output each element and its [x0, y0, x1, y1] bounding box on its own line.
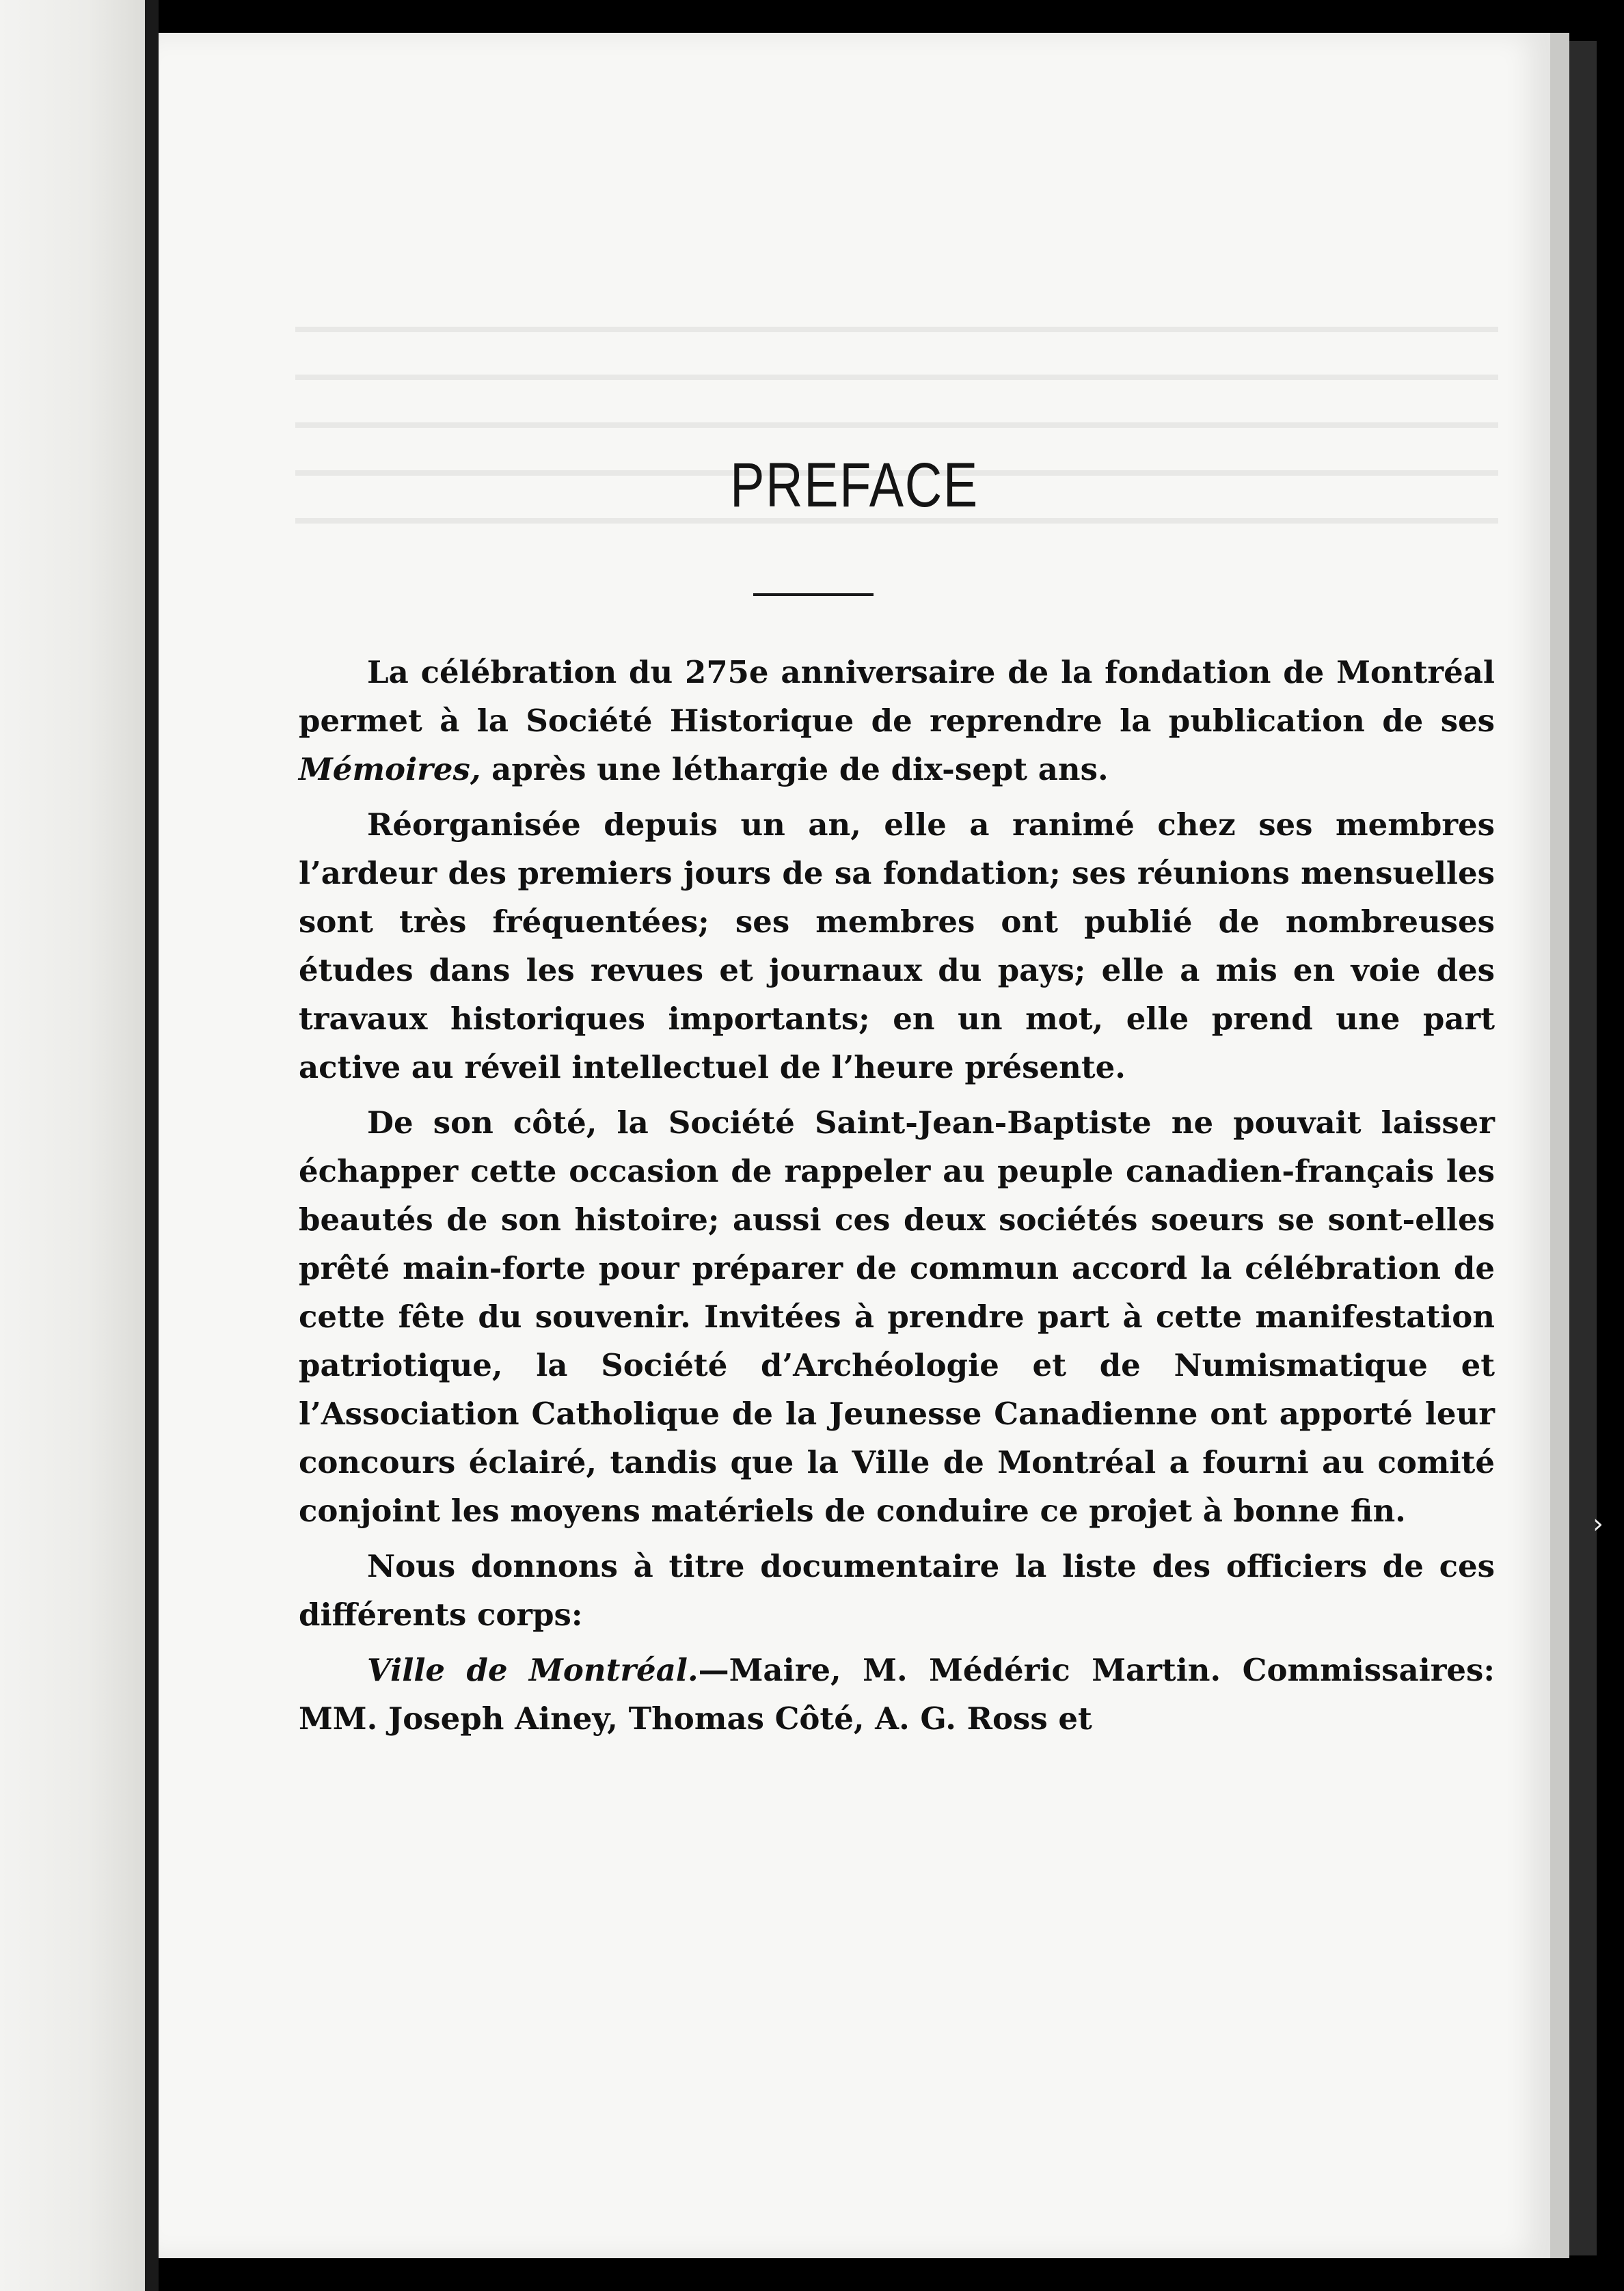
body-text: [299, 648, 1495, 1750]
ville-de-montreal-heading: Ville de Montréal.: [367, 1652, 699, 1688]
memoires-title: Mémoires,: [299, 751, 481, 787]
scan-border: [1569, 41, 1597, 2255]
paragraph-1-text-b: après une léthargie de dix-sept ans.: [481, 751, 1109, 787]
page-title: PREFACE: [730, 450, 979, 520]
page: [159, 33, 1550, 2258]
show-through-text: [295, 293, 1498, 566]
book-gutter: [145, 0, 159, 2291]
title-rule: [753, 593, 874, 596]
edge-tab-mark: ›: [1593, 1508, 1603, 1540]
paragraph-3: De son côté, la Société Saint-Jean-Baptiste ne pouvait laisser échapper cette occasion de rappeler au peuple canadien-français les beautés de son histoire; aussi ces deux sociétés soeurs se sont-elles prêté main-forte pour préparer de commun accord la célébration de cette fête du souvenir. Invitées à prendre part à cette manifestation patriotique, la Société d’Archéologie et de Numismatique et l’Association Catholique de la Jeunesse Canadienne ont apporté leur concours éclairé, tandis que la Ville de Montréal a fourni au comité conjoint les moyens matériels de conduire ce projet à bonne fin.: [299, 1104, 1495, 1529]
paragraph-5: [299, 1646, 1495, 1743]
paragraph-5-text: —Maire, M. Médéric Martin. Commissaires: MM. Joseph Ainey, Thomas Côté, A. G. Ross et: [299, 1652, 1495, 1737]
paragraph-1-text-a: La célébration du 275e anniversaire de la fondation de Montréal permet à la Société Historique de reprendre la publication de ses: [299, 654, 1495, 739]
paragraph-1: [299, 648, 1495, 794]
paragraph-4: Nous donnons à titre documentaire la liste des officiers de ces différents corps:: [299, 1548, 1495, 1633]
paragraph-2: Réorganisée depuis un an, elle a ranimé chez ses membres l’ardeur des premiers jours de sa fondation; ses réunions mensuelles sont très fréquentées; ses membres ont publié de nombreuses études dans les revues et journaux du pays; elle a mis en voie des travaux historiques importants; en un mot, elle prend une part active au réveil intellectuel de l’heure présente.: [299, 806, 1495, 1085]
previous-page-edge: [0, 0, 145, 2291]
page-fore-edge: [1550, 33, 1569, 2258]
